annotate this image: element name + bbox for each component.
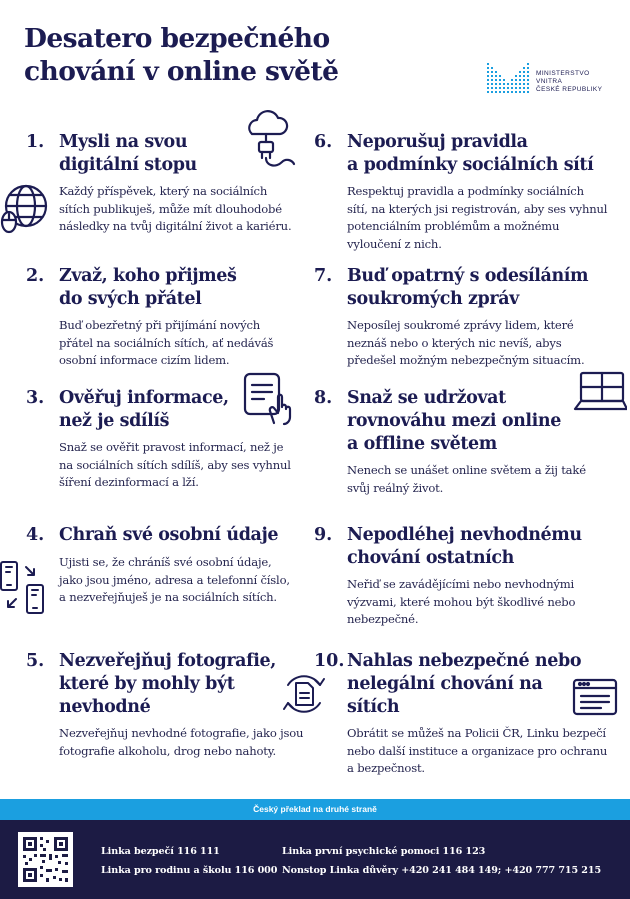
rule-text-line: přátel na sociálních sítích, ať nedáváš bbox=[59, 335, 274, 350]
logo-line-2: ČESKÉ REPUBLIKY bbox=[536, 86, 603, 93]
rule-number: 1. bbox=[26, 132, 45, 152]
rule-text-line: potenciálním problémům a možnému bbox=[347, 219, 560, 233]
rule-heading-line: soukromých zpráv bbox=[347, 289, 519, 309]
rule-number: 4. bbox=[26, 525, 45, 545]
rule-text-line: sítích publikuješ, může mít dlouhodobé bbox=[59, 201, 282, 216]
rule-number: 5. bbox=[26, 651, 45, 671]
title-line-2: chování v online světě bbox=[24, 56, 339, 87]
rule-text-line: šíření dezinformací a lží. bbox=[59, 475, 199, 489]
rule-heading-line: Neporušuj pravidla bbox=[347, 132, 528, 152]
helpline-trust-nonstop: Nonstop Linka důvěry +420 241 484 149; +420 777 715 215 bbox=[282, 865, 602, 876]
rule-heading-line: sítích bbox=[347, 697, 400, 717]
rule-heading-line: které by mohly být bbox=[59, 674, 235, 694]
rule-heading bbox=[347, 387, 561, 456]
rule-heading bbox=[59, 650, 276, 719]
rule-heading-line: a offline světem bbox=[347, 434, 497, 454]
rule-text bbox=[59, 554, 290, 607]
rule-heading-line: do svých přátel bbox=[59, 289, 202, 309]
ministry-logo-mark bbox=[486, 61, 532, 95]
rule-text-line: jako jsou jméno, adresa a telefonní číslo, bbox=[59, 572, 290, 587]
rule-text-line: Nenech se unášet online světem a žij také bbox=[347, 463, 586, 477]
footer bbox=[0, 820, 630, 899]
rule-text bbox=[347, 183, 607, 253]
rule-number: 8. bbox=[314, 388, 333, 408]
rule-number: 9. bbox=[314, 525, 333, 545]
rule-heading-line: rovnováhu mezi online bbox=[347, 411, 561, 431]
rule-text bbox=[347, 576, 575, 629]
rule-text-line: a bezpečnost. bbox=[347, 761, 425, 775]
rule-heading-line: Nahlas nebezpečné nebo bbox=[347, 651, 582, 671]
rule-number: 10. bbox=[314, 651, 345, 671]
rule-text-line: fotografie alkoholu, drog nebo nahoty. bbox=[59, 743, 276, 758]
rule-text bbox=[347, 462, 586, 497]
rule-number: 3. bbox=[26, 388, 45, 408]
rule-heading-line: Snaž se udržovat bbox=[347, 388, 506, 408]
rule-heading bbox=[347, 265, 588, 311]
rule-text-line: Buď obezřetný při přijímání nových bbox=[59, 318, 261, 332]
globe-mouse-icon bbox=[0, 184, 50, 236]
rule-text-line: svůj reálný život. bbox=[347, 480, 444, 495]
rule-heading-line: a podmínky sociálních sítí bbox=[347, 155, 594, 175]
rule-text-line: sítí, na kterých jsi registrován, aby ses vyhnul bbox=[347, 201, 608, 216]
rule-text bbox=[347, 725, 607, 778]
rule-heading bbox=[59, 524, 278, 547]
phone-transfer-icon bbox=[0, 559, 48, 617]
rule-heading-line: Zvaž, koho přijmeš bbox=[59, 266, 237, 286]
rule-text bbox=[59, 439, 291, 492]
rule-heading-line: digitální stopu bbox=[59, 155, 197, 175]
rule-text bbox=[59, 725, 303, 760]
document-hand-icon bbox=[242, 371, 296, 427]
ministry-logo-text bbox=[536, 70, 616, 94]
rule-heading-line: Nezveřejňuj fotografie, bbox=[59, 651, 276, 671]
rule-text-line: následky na tvůj digitální život a kariéru. bbox=[59, 219, 292, 233]
title-line-1: Desatero bezpečného bbox=[24, 23, 330, 54]
rule-text-line: předešel možným nebezpečným situacím. bbox=[347, 353, 585, 367]
rule-text bbox=[59, 183, 291, 236]
rule-heading-line: Buď opatrný s odesíláním bbox=[347, 266, 589, 286]
rule-heading-line: Chraň své osobní údaje bbox=[59, 525, 279, 545]
rule-heading-line: nelegální chování na bbox=[347, 674, 543, 694]
rule-text-line: výzvami, které mohou být škodlivé nebo bbox=[347, 594, 576, 609]
rule-text-line: Respektuj pravidla a podmínky sociálních bbox=[347, 184, 584, 198]
cloud-plug-icon bbox=[242, 110, 300, 172]
rule-heading bbox=[59, 265, 236, 311]
rule-text-line: Neřiď se zavádějícími nebo nevhodnými bbox=[347, 577, 574, 591]
rule-heading-line: chování ostatních bbox=[347, 548, 515, 568]
helpline-safety: Linka bezpečí 116 111 bbox=[101, 846, 220, 857]
rule-text-line: Každý příspěvek, který na sociálních bbox=[59, 184, 268, 198]
rule-text-line: Snaž se ověřit pravost informací, než je bbox=[59, 440, 284, 454]
rule-text-line: Neposílej soukromé zprávy lidem, které bbox=[347, 318, 574, 332]
rule-text bbox=[347, 317, 584, 370]
rule-text-line: nebo další instituce a organizace pro ochranu bbox=[347, 743, 608, 758]
rule-heading-line: Nepodléhej nevhodnému bbox=[347, 525, 582, 545]
rule-heading bbox=[347, 524, 582, 570]
rule-number: 2. bbox=[26, 266, 45, 286]
rule-text-line: Nezveřejňuj nevhodné fotografie, jako jsou bbox=[59, 726, 304, 740]
rule-heading bbox=[59, 131, 197, 177]
rule-text bbox=[59, 317, 273, 370]
browser-window-icon bbox=[571, 677, 619, 719]
rule-heading bbox=[59, 387, 229, 433]
rule-heading-line: než je sdílíš bbox=[59, 411, 170, 431]
helpline-family-school: Linka pro rodinu a školu 116 000 bbox=[101, 865, 278, 876]
ministry-logo bbox=[486, 61, 616, 95]
page-title bbox=[24, 22, 338, 88]
translation-note-band: Český překlad na druhé straně bbox=[0, 799, 630, 820]
helpline-psychological-aid: Linka první psychické pomoci 116 123 bbox=[282, 846, 486, 857]
rule-text-line: a nezveřejňuješ je na sociálních sítích. bbox=[59, 590, 277, 604]
rule-text-line: Ujisti se, že chráníš své osobní údaje, bbox=[59, 555, 272, 569]
rule-heading bbox=[347, 650, 581, 719]
rule-text-line: vyloučení z nich. bbox=[347, 236, 442, 251]
rule-text-line: Obrátit se můžeš na Policii ČR, Linku bezpečí bbox=[347, 726, 606, 740]
photo-share-icon bbox=[282, 671, 326, 717]
rule-heading-line: Ověřuj informace, bbox=[59, 388, 229, 408]
rule-text-line: osobní informace cizím lidem. bbox=[59, 353, 230, 367]
rule-number: 6. bbox=[314, 132, 333, 152]
rule-text-line: neznáš nebo o kterých nic nevíš, abys bbox=[347, 335, 562, 350]
rule-text-line: nebezpečné. bbox=[347, 612, 419, 626]
qr-code-icon bbox=[18, 832, 73, 887]
rule-heading-line: nevhodné bbox=[59, 697, 151, 717]
rule-number: 7. bbox=[314, 266, 333, 286]
rule-heading bbox=[347, 131, 593, 177]
rule-heading-line: Mysli na svou bbox=[59, 132, 188, 152]
rule-text-line: na sociálních sítích sdílíš, aby ses vyhnul bbox=[59, 457, 291, 472]
laptop-icon bbox=[571, 369, 627, 415]
logo-line-1: MINISTERSTVO VNITRA bbox=[536, 70, 590, 85]
